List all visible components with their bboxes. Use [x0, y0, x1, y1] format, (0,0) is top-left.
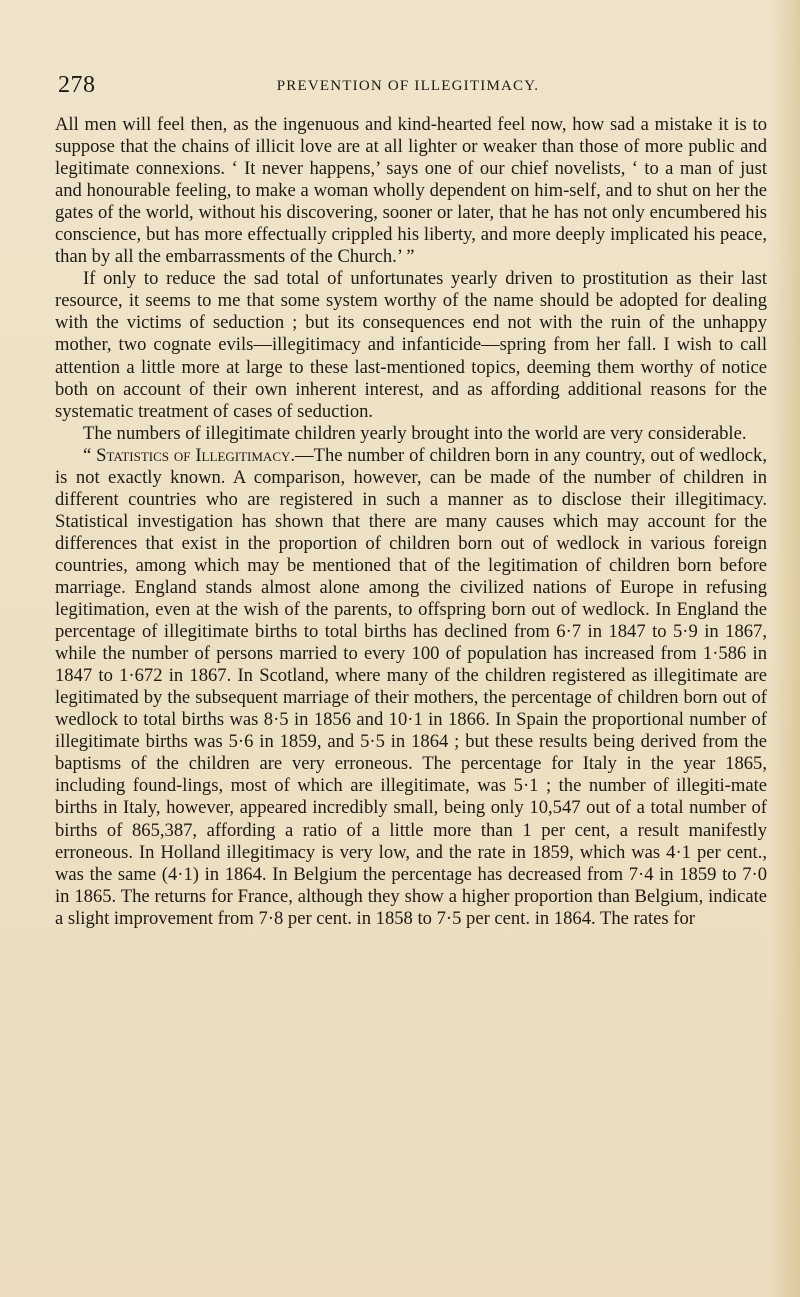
paragraph-statistics: [55, 445, 767, 930]
page-number: 278: [58, 72, 96, 98]
statistics-body: —The number of children born in any country, out of wedlock, is not exactly known. A comparison, however, can be made of the number of children in different countries who are registered in such a manner as to disclose their illegitimacy. Statistical investigation has shown that there are many causes which may account for the differences that exist in the proportion of children born out of wedlock in various foreign countries, among which may be mentioned that of the legitimation of children born before marriage. England stands almost alone among the civilized nations of Europe in refusing legitimation, even at the wish of the parents, to offspring born out of wedlock. In England the percentage of illegitimate births to total births has declined from 6·7 in 1847 to 5·9 in 1867, while the number of persons married to every 100 of population has increased from 1·586 in 1847 to 1·672 in 1867. In Scotland, where many of the children registered as illegitimate are legitimated by the subsequent marriage of their mothers, the percentage of children born out of wedlock to total births was 8·5 in 1856 and 10·1 in 1866. In Spain the proportional number of illegitimate births was 5·6 in 1859, and 5·5 in 1864 ; but these results being derived from the baptisms of the children are very erroneous. The percentage for Italy in the year 1865, including found-lings, most of which are illegitimate, was 5·1 ; the number of illegiti-mate births in Italy, however, appeared incredibly small, being only 10,547 out of a total number of births of 865,387, affording a ratio of a little more than 1 per cent, a result manifestly erroneous. In Holland illegitimacy is very low, and the rate in 1859, which was 4·1 per cent., was the same (4·1) in 1864. In Belgium the percentage has decreased from 7·4 in 1859 to 7·0 in 1865. The returns for France, although they show a higher proportion than Belgium, indicate a slight improvement from 7·8 per cent. in 1858 to 7·5 per cent. in 1864. The rates for: [55, 444, 768, 929]
running-title: PREVENTION OF ILLEGITIMACY.: [276, 78, 540, 94]
paragraph-novelist-quote: All men will feel then, as the ingenuous and kind-hearted feel now, how sad a mistake it is to suppose that the chains of illicit love are at all lighter or weaker than those of more public and legitimate connexions. ‘ It never happens,’ says one of our chief novelists, ‘ to a man of just and honourable feeling, to make a woman wholly dependent on him-self, and to shut on her the gates of the world, without his discovering, sooner or later, that he has not only encumbered his conscience, but has more effectually crippled his liberty, and more deeply implicated his peace, than by all the embarrassments of the Church.’ ”: [55, 114, 767, 268]
body-text: [55, 114, 767, 930]
statistics-heading: Statistics of Illegitimacy.: [96, 444, 296, 466]
page-header: [58, 72, 758, 102]
statistics-open-quote: “: [83, 444, 97, 466]
paragraph-illegitimate-numbers: The numbers of illegitimate children yearly brought into the world are very considerable.: [83, 422, 747, 444]
paragraph-seduction-system: If only to reduce the sad total of unfortunates yearly driven to prostitution as their last resource, it seems to me that some system worthy of the name should be adopted for dealing with the victims of seduction ; but its consequences end not with the ruin of the unhappy mother, two cognate evils—illegitimacy and infanticide—spring from her fall. I wish to call attention a little more at large to these last-mentioned topics, deeming them worthy of notice both on account of their own inherent interest, and as affording additional reasons for the systematic treatment of cases of seduction.: [55, 268, 767, 422]
